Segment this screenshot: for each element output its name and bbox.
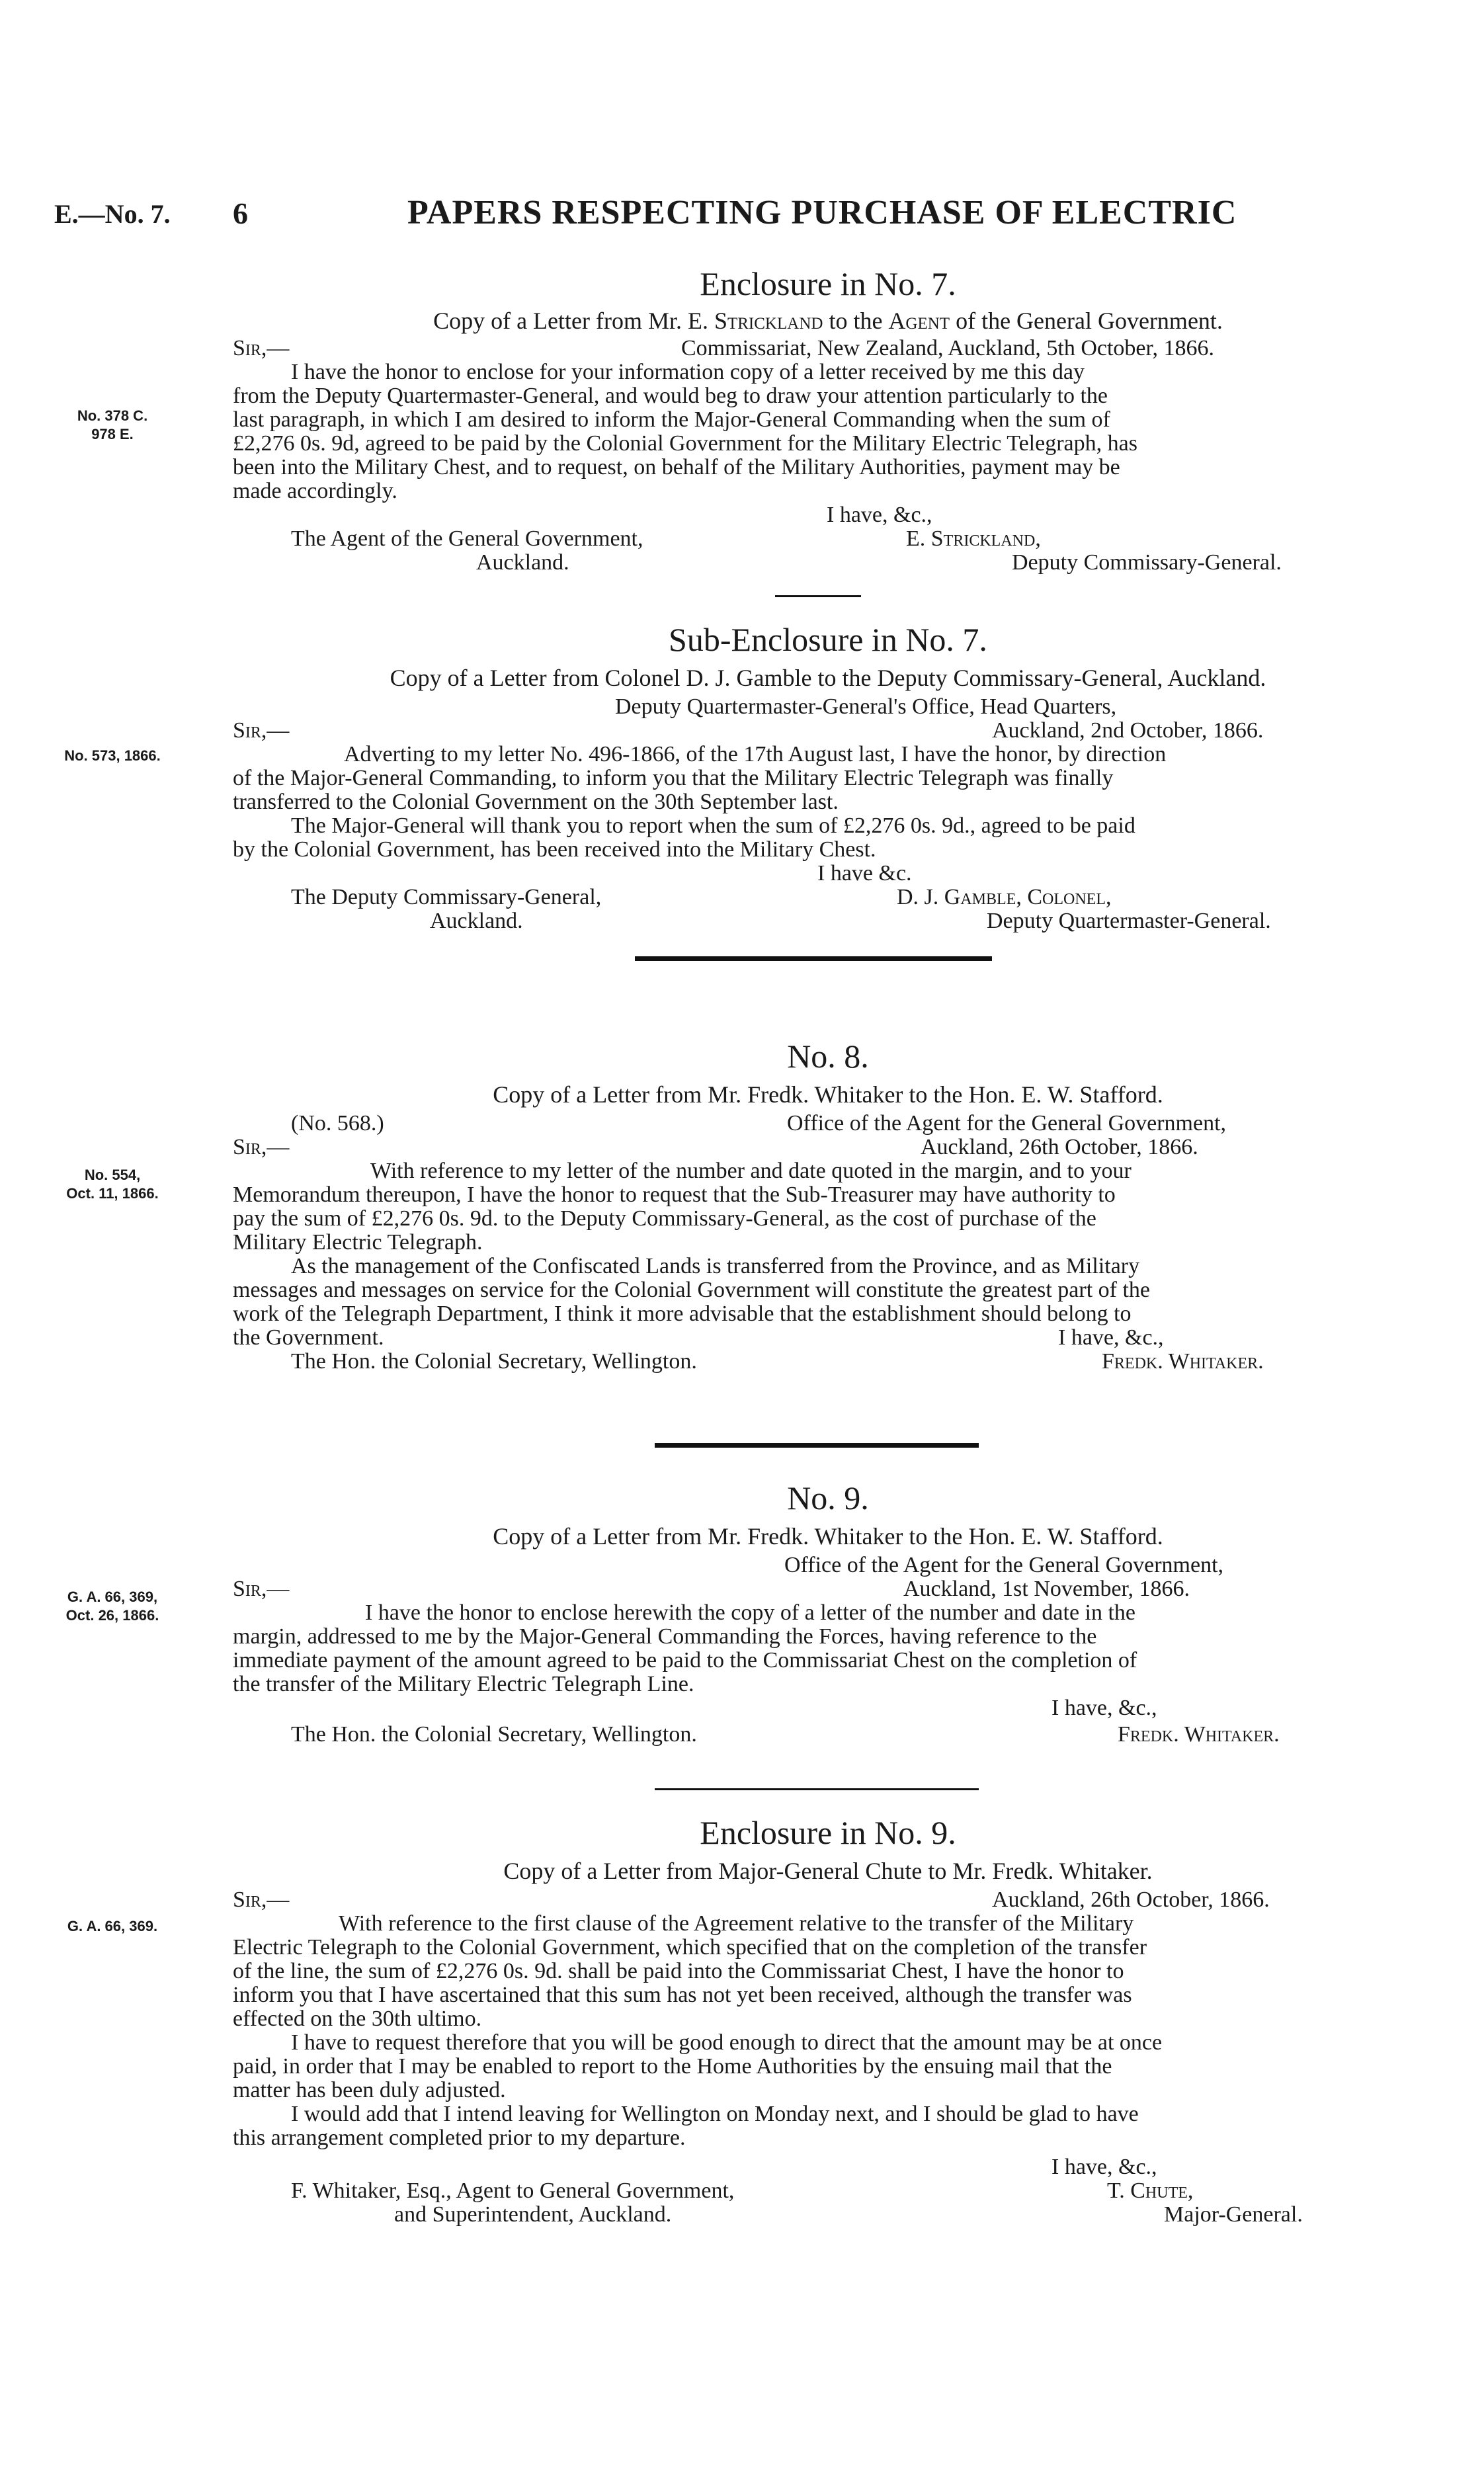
body-line: work of the Telegraph Department, I think it more advisable that the establishment should belong to [233, 1302, 1132, 1326]
margin-note: 978 E. [91, 426, 134, 442]
body-line: I have the honor to enclose herewith the copy of a letter of the number and date in the [365, 1600, 1136, 1625]
body-line: Adverting to my letter No. 496-1866, of the 17th August last, I have the honor, by direction [344, 742, 1167, 766]
margin-note: G. A. 66, 369, [67, 1589, 158, 1605]
addressee: F. Whitaker, Esq., Agent to General Government, [291, 2178, 735, 2203]
body-line: matter has been duly adjusted. [233, 2078, 506, 2102]
signer: Fredk. Whitaker. [1102, 1349, 1264, 1374]
body-line: messages and messages on service for the Colonial Government will constitute the greatest part of the [233, 1278, 1150, 1302]
body-line: transferred to the Colonial Government on the 30th September last. [233, 790, 839, 814]
office: Deputy Quartermaster-General's Office, Head Quarters, [615, 694, 1117, 719]
body-line: effected on the 30th ultimo. [233, 2007, 482, 2031]
body-line: I have the honor to enclose for your information copy of a letter received by me this day [291, 360, 1085, 384]
signer-title: Major-General. [1164, 2202, 1303, 2227]
section-subtitle: Copy of a Letter from Mr. Fredk. Whitaker to the Hon. E. W. Stafford. [493, 1523, 1163, 1550]
body-line: of the Major-General Commanding, to inform you that the Military Electric Telegraph was finally [233, 766, 1114, 790]
closing: I have, &c., [1058, 1325, 1164, 1350]
salutation: Sir,— [233, 1135, 290, 1159]
body-line: inform you that I have ascertained that this sum has not yet been received, although the transfer was [233, 1983, 1132, 2007]
body-line: Electric Telegraph to the Colonial Government, which specified that on the completion of the transfer [233, 1935, 1147, 1960]
signer: E. Strickland, [906, 526, 1041, 551]
body-line: With reference to my letter of the number and date quoted in the margin, and to your [370, 1159, 1132, 1183]
divider [655, 1443, 979, 1448]
section-subtitle: Copy of a Letter from Major-General Chute to Mr. Fredk. Whitaker. [503, 1858, 1153, 1884]
addressee: The Hon. the Colonial Secretary, Wellington. [291, 1349, 697, 1374]
body-line: pay the sum of £2,276 0s. 9d. to the Deputy Commissary-General, as the cost of purchase of the [233, 1206, 1096, 1231]
salutation: Sir,— [233, 718, 290, 743]
section-subtitle: Copy of a Letter from Mr. E. Strickland to the Agent of the General Government. [433, 308, 1223, 334]
margin-note: Oct. 11, 1866. [66, 1185, 159, 1202]
margin-note: No. 378 C. [77, 407, 148, 424]
place-date: Auckland, 1st November, 1866. [903, 1577, 1190, 1601]
place-date: Auckland, 26th October, 1866. [992, 1887, 1270, 1912]
signer-title: Deputy Quartermaster-General. [987, 909, 1271, 933]
section-heading: No. 9. [787, 1479, 869, 1516]
body-line: £2,276 0s. 9d, agreed to be paid by the Colonial Government for the Military Electric Telegraph, has [233, 431, 1137, 456]
document-ref: E.—No. 7. [54, 199, 171, 229]
body-line: from the Deputy Quartermaster-General, and would beg to draw your attention particularly to the [233, 384, 1108, 408]
section-heading: Enclosure in No. 9. [700, 1814, 956, 1851]
office: Office of the Agent for the General Government, [787, 1111, 1227, 1136]
body-line: of the line, the sum of £2,276 0s. 9d. shall be paid into the Commissariat Chest, I have the honor to [233, 1959, 1124, 1983]
addressee: The Agent of the General Government, [291, 526, 643, 551]
body-line: by the Colonial Government, has been received into the Military Chest. [233, 837, 876, 862]
section-heading: Enclosure in No. 7. [700, 265, 956, 302]
closing: I have, &c., [1051, 2155, 1157, 2179]
signer: T. Chute, [1107, 2178, 1194, 2203]
body-line: margin, addressed to me by the Major-General Commanding the Forces, having reference to the [233, 1624, 1097, 1649]
place-date: Auckland, 26th October, 1866. [921, 1135, 1198, 1159]
page-number: 6 [233, 196, 248, 230]
body-line: I have to request therefore that you will be good enough to direct that the amount may be at once [291, 2030, 1163, 2055]
margin-note: No. 573, 1866. [64, 747, 161, 764]
body-line: been into the Military Chest, and to request, on behalf of the Military Authorities, payment may be [233, 455, 1120, 479]
section-heading: Sub-Enclosure in No. 7. [669, 621, 987, 658]
salutation: Sir,— [233, 1887, 290, 1912]
closing: I have &c. [817, 861, 912, 886]
divider [775, 595, 861, 597]
body-line: immediate payment of the amount agreed to be paid to the Commissariat Chest on the completion of [233, 1648, 1137, 1673]
body-line: this arrangement completed prior to my departure. [233, 2126, 686, 2150]
margin-note: G. A. 66, 369. [67, 1918, 158, 1934]
body-line: the Government. [233, 1325, 384, 1350]
letter-number: (No. 568.) [291, 1111, 384, 1136]
signer: Fredk. Whitaker. [1118, 1722, 1280, 1747]
body-line: Memorandum thereupon, I have the honor to request that the Sub-Treasurer may have authority to [233, 1182, 1116, 1207]
body-line: I would add that I intend leaving for Wellington on Monday next, and I should be glad to have [291, 2102, 1139, 2126]
body-line: the transfer of the Military Electric Telegraph Line. [233, 1672, 694, 1696]
body-line: paid, in order that I may be enabled to report to the Home Authorities by the ensuing mail that the [233, 2054, 1112, 2079]
body-line: As the management of the Confiscated Lands is transferred from the Province, and as Military [291, 1254, 1140, 1278]
body-line: With reference to the first clause of the Agreement relative to the transfer of the Military [339, 1911, 1134, 1936]
closing: I have, &c., [827, 503, 932, 527]
body-line: last paragraph, in which I am desired to inform the Major-General Commanding when the sum of [233, 407, 1110, 432]
body-line: Military Electric Telegraph. [233, 1230, 483, 1255]
addressee: Auckland. [476, 550, 569, 575]
addressee: The Deputy Commissary-General, [291, 885, 602, 909]
divider [655, 1788, 979, 1790]
addressee: The Hon. the Colonial Secretary, Wellington. [291, 1722, 697, 1747]
body-line: The Major-General will thank you to report when the sum of £2,276 0s. 9d., agreed to be paid [291, 813, 1135, 838]
salutation: Sir,— [233, 1577, 290, 1601]
signer-title: Deputy Commissary-General. [1012, 550, 1282, 575]
salutation: Sir,— [233, 336, 290, 360]
divider [635, 956, 992, 961]
margin-note: Oct. 26, 1866. [65, 1607, 159, 1624]
signer: D. J. Gamble, Colonel, [897, 885, 1112, 909]
section-subtitle: Copy of a Letter from Colonel D. J. Gamble to the Deputy Commissary-General, Auckland. [390, 665, 1266, 691]
page-title: PAPERS RESPECTING PURCHASE OF ELECTRIC [407, 194, 1237, 231]
office: Office of the Agent for the General Government, [784, 1553, 1224, 1577]
place-date: Auckland, 2nd October, 1866. [992, 718, 1264, 743]
place-date: Commissariat, New Zealand, Auckland, 5th October, 1866. [681, 336, 1214, 360]
section-subtitle: Copy of a Letter from Mr. Fredk. Whitaker to the Hon. E. W. Stafford. [493, 1081, 1163, 1108]
margin-note: No. 554, [84, 1167, 141, 1183]
body-line: made accordingly. [233, 479, 397, 503]
addressee: and Superintendent, Auckland. [394, 2202, 672, 2227]
closing: I have, &c., [1051, 1696, 1157, 1720]
addressee: Auckland. [430, 909, 523, 933]
section-heading: No. 8. [787, 1038, 869, 1075]
